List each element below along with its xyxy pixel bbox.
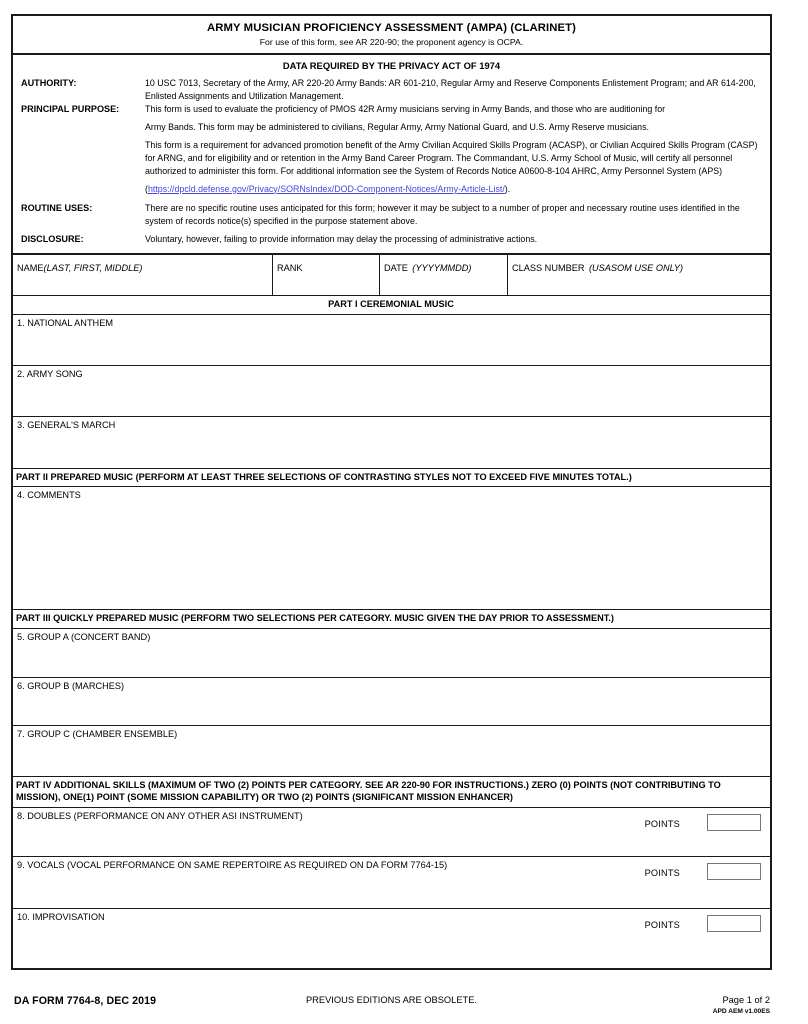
item-group-a[interactable] [13,629,770,678]
privacy-row-principal-purpose [21,103,764,195]
privacy-paragraph: Voluntary, however, failing to provide information may delay the processing of administrative actions. [145,234,538,245]
item-label: 9. VOCALS (VOCAL PERFORMANCE ON SAME REPERTOIRE AS REQUIRED ON DA FORM 7764-15) [17,859,448,870]
privacy-paragraph: Army Bands. This form may be administered to civilians, Regular Army, Army National Guard, and U.S. Army Reserve musicians. [145,122,649,133]
privacy-link-line [145,183,764,196]
privacy-label-principal-purpose: PRINCIPAL PURPOSE: [21,104,120,115]
part-3-heading: PART III QUICKLY PREPARED MUSIC (PERFORM TWO SELECTIONS PER CATEGORY. MUSIC GIVEN THE DAY PRIOR TO ASSESSMENT.) [13,610,770,629]
privacy-paragraph: 10 USC 7013, Secretary of the Army, AR 220-20 Army Bands: AR 601-210, Regular Army and Reserve Components Enlistement Program; and AR 614-200, Enlisted Assignments and Utilization Management. [145,78,756,101]
form-footer [11,992,772,1022]
privacy-label-routine-uses: ROUTINE USES: [21,203,93,214]
link-open-paren: ( [145,183,148,194]
points-input-improvisation[interactable] [707,915,761,932]
item-national-anthem[interactable] [13,315,770,366]
item-label: 1. NATIONAL ANTHEM [17,317,113,328]
item-label: 5. GROUP A (CONCERT BAND) [17,631,151,642]
form-subtitle: For use of this form, see AR 220-90; the proponent agency is OCPA. [259,37,524,47]
sorn-link[interactable]: https://dpcld.defense.gov/Privacy/SORNsIndex/DOD-Component-Notices/Army-Article-List/ [147,183,505,194]
name-label: NAME [17,263,44,274]
form-title-block [13,16,770,55]
privacy-text-routine-uses [145,202,764,227]
item-label: 4. COMMENTS [17,490,81,501]
item-comments[interactable] [13,487,770,610]
privacy-label-disclosure: DISCLOSURE: [21,234,84,245]
page-title: ARMY MUSICIAN PROFICIENCY ASSESSMENT (AMPA) (CLARINET) [206,22,576,34]
item-label: 8. DOUBLES (PERFORMANCE ON ANY OTHER ASI INSTRUMENT) [17,810,303,821]
link-close-paren: ). [504,183,511,194]
item-army-song[interactable] [13,366,770,417]
date-field[interactable] [380,255,508,295]
privacy-act-heading: DATA REQUIRED BY THE PRIVACY ACT OF 1974 [282,60,501,71]
privacy-text-principal-purpose [145,103,764,195]
privacy-paragraph: This form is used to evaluate the proficiency of PMOS 42R Army musicians serving in Army Bands, and those who are auditioning for [145,104,666,115]
previous-editions-note: PREVIOUS EDITIONS ARE OBSOLETE. [305,995,477,1005]
class-number-field[interactable] [508,255,770,295]
privacy-text-authority [145,77,764,102]
part-2-heading: PART II PREPARED MUSIC (PERFORM AT LEAST THREE SELECTIONS OF CONTRASTING STYLES NOT TO EXCEED FIVE MINUTES TOTAL.) [13,469,770,488]
privacy-act-body [13,77,770,253]
item-label: 3. GENERAL'S MARCH [17,419,116,430]
class-number-hint: (USASOM USE ONLY) [588,263,684,274]
points-label: POINTS [644,867,680,878]
date-label: DATE [384,263,408,274]
privacy-paragraph: This form is a requirement for advanced promotion benefit of the Army Civilian Acquired Skills Program (ACASP), or Civilian Acquired Skills Program (CASP) for ARNG, and for eligibility and or retention in the Army Band Career Program. The Commandant, U.S. Army School of Music, will certify all personnel authorized to administer this form. For additional information see the System of Records Notice A0600-8-104 AHRC, Army Personnel System (APS) [145,140,758,176]
points-label: POINTS [644,919,680,930]
name-field[interactable] [13,255,273,295]
form-frame [11,14,772,970]
item-label: 7. GROUP C (CHAMBER ENSEMBLE) [17,728,178,739]
class-number-label: CLASS NUMBER [512,263,585,274]
date-hint: (YYYYMMDD) [412,263,472,274]
part-1-heading: PART I CEREMONIAL MUSIC [13,296,770,315]
form-id: DA FORM 7764-8, DEC 2019 [14,995,157,1007]
item-label: 6. GROUP B (MARCHES) [17,680,125,691]
page-number: Page 1 of 2 [722,995,770,1005]
rank-label: RANK [277,263,303,274]
privacy-act-section [13,55,770,253]
privacy-text-disclosure [145,233,764,246]
privacy-label-authority: AUTHORITY: [21,78,77,88]
item-generals-march[interactable] [13,417,770,469]
identity-row [13,253,770,296]
item-label: 10. IMPROVISATION [17,911,105,922]
apd-version: APD AEM v1.00ES [712,1008,770,1015]
item-vocals[interactable] [13,857,770,909]
rank-field[interactable] [273,255,380,295]
item-improvisation[interactable] [13,909,770,968]
points-input-doubles[interactable] [707,814,761,831]
points-label: POINTS [644,818,680,829]
name-hint: (LAST, FIRST, MIDDLE) [43,263,143,274]
item-group-b[interactable] [13,678,770,726]
privacy-paragraph: There are no specific routine uses anticipated for this form; however it may be subject to a number of proper and necessary routine uses identified in the system of records notice(s) specified in the purpose statement above. [145,203,740,226]
part-4-heading: PART IV ADDITIONAL SKILLS (MAXIMUM OF TWO (2) POINTS PER CATEGORY. SEE AR 220-90 FOR INSTRUCTIONS.) ZERO (0) POINTS (NOT CONTRIBUTING TO MISSION), ONE(1) POINT (SOME MISSION CAPABILITY) OR TWO (2) POINTS (SIGNIFICANT MISSION ENHANCER) [13,777,770,808]
privacy-row-authority [21,77,764,102]
footer-right-block [713,994,770,1017]
privacy-row-disclosure [21,233,764,246]
item-label: 2. ARMY SONG [17,368,83,379]
points-input-vocals[interactable] [707,863,761,880]
item-doubles[interactable] [13,808,770,857]
item-group-c[interactable] [13,726,770,777]
privacy-row-routine-uses [21,202,764,227]
